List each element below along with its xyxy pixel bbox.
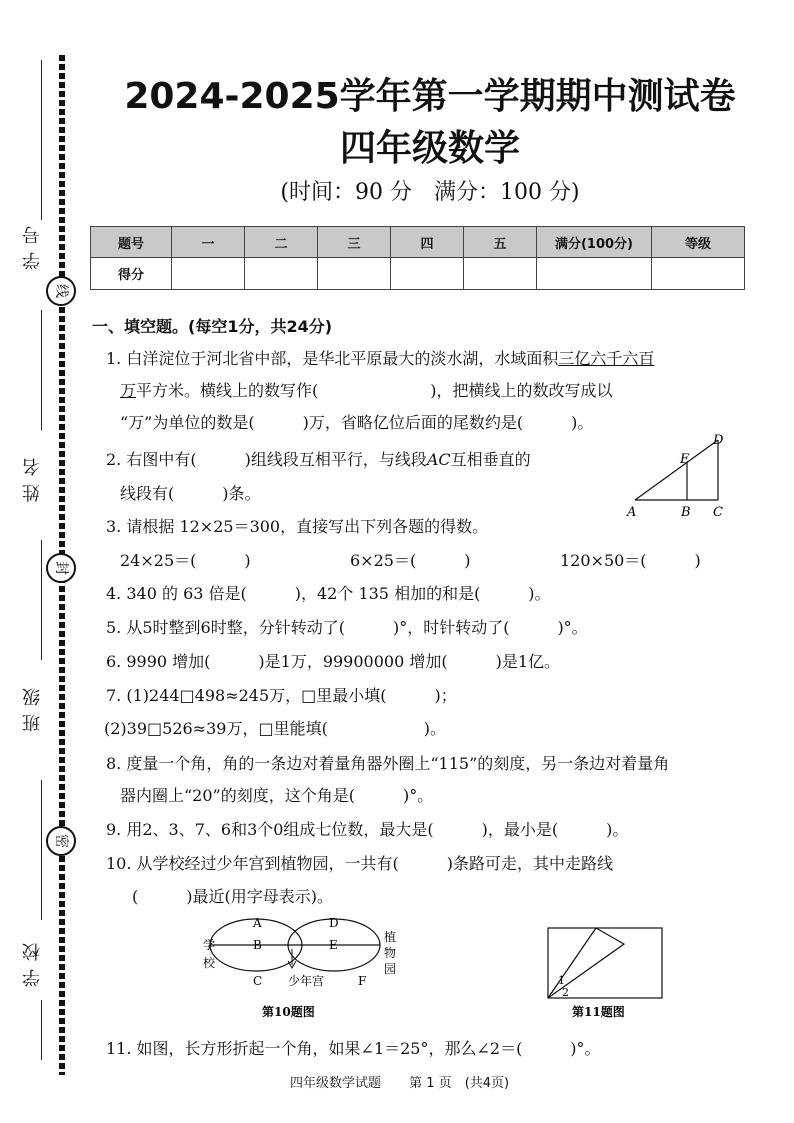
fig11-caption: 第11题图 — [572, 1005, 625, 1019]
q1-text: 平方米。横线上的数写作( )，把横线上的数改写成以 — [136, 381, 613, 400]
question-11: 11. 如图，长方形折起一个角，如果∠1＝25°，那么∠2＝( )°。 — [106, 1039, 601, 1058]
fig11-angle-1: 1 — [558, 974, 565, 987]
fig10-school-1: 学 — [203, 938, 216, 952]
header-cell: 一 — [172, 227, 245, 258]
fig10-label-e: E — [329, 938, 338, 952]
q2-text: 2. 右图中有( )组线段互相平行，与线段 — [106, 450, 427, 469]
fig10-label-b: B — [253, 938, 262, 952]
q2-label-a: A — [627, 505, 637, 520]
fig11-angle-2: 2 — [562, 986, 569, 999]
score-cell — [391, 258, 464, 290]
exam-title: 2024-2025学年第一学期期中测试卷 — [124, 76, 736, 117]
exam-subtitle: 四年级数学 — [339, 128, 520, 169]
score-cell — [464, 258, 537, 290]
q2-figure — [625, 430, 740, 522]
binding-margin — [0, 0, 78, 1123]
exam-info: (时间：90 分 满分：100 分) — [280, 180, 580, 205]
question-2-line2: 线段有( )条。 — [120, 484, 261, 503]
q1-text: 1. 白洋淀位于河北省中部，是华北平原最大的淡水湖，水域面积 — [106, 349, 559, 368]
question-2-line1 — [106, 447, 531, 470]
fig10-label-f: F — [358, 974, 367, 988]
class-label: 班级 — [22, 680, 43, 732]
score-table-header — [91, 227, 745, 258]
question-4: 4. 340 的 63 倍是( )，42个 135 相加的和是( )。 — [106, 584, 551, 603]
score-row-label: 得分 — [91, 258, 172, 290]
question-7-part1: 7. (1)244□498≈245万，□里最小填( )； — [106, 686, 457, 705]
question-5: 5. 从5时整到6时整，分针转动了( )°，时针转动了( )°。 — [106, 618, 588, 637]
header-cell: 三 — [318, 227, 391, 258]
page-footer — [290, 1072, 533, 1091]
seal-feng: 封 — [46, 553, 76, 583]
fig10-school-2: 校 — [203, 956, 216, 970]
q2-segment-ac: AC — [426, 450, 451, 469]
q2-label-e: E — [680, 452, 690, 467]
question-10-line1: 10. 从学校经过少年宫到植物园，一共有( )条路可走，其中走路线 — [106, 854, 614, 873]
score-cell — [172, 258, 245, 290]
question-9: 9. 用2、3、7、6和3个0组成七位数，最大是( )，最小是( )。 — [106, 820, 629, 839]
fig10-label-a: A — [253, 916, 262, 930]
fig10-garden-1: 植 — [384, 930, 397, 944]
q2-text: 互相垂直的 — [450, 450, 531, 469]
question-3-line1: 3. 请根据 12×25＝300，直接写出下列各题的得数。 — [106, 517, 489, 536]
margin-line — [41, 310, 42, 430]
q3-expr-3: 120×50＝( ) — [560, 551, 701, 570]
q2-label-d: D — [713, 433, 724, 448]
score-cell — [245, 258, 318, 290]
fig10-garden-3: 园 — [384, 962, 397, 976]
seal-xian: 线 — [46, 276, 76, 306]
footer-page: 第 1 页 (共4页) — [409, 1076, 510, 1091]
footer-subject: 四年级数学试题 — [290, 1076, 382, 1091]
score-cell — [652, 258, 745, 290]
q1-underlined-unit: 万 — [120, 381, 137, 400]
margin-line — [41, 540, 42, 660]
question-8-line1: 8. 度量一个角，角的一条边对着量角器外圈上“115”的刻度，另一条边对着量角 — [106, 754, 670, 773]
q2-label-b: B — [681, 505, 691, 520]
fig10-label-d: D — [329, 916, 339, 930]
student-id-label: 学号 — [22, 218, 43, 270]
score-row — [91, 258, 745, 290]
q1-underlined-number: 三亿六千六百 — [558, 349, 655, 368]
question-1-line1 — [106, 346, 654, 369]
fig10-label-c: C — [253, 974, 263, 988]
header-cell: 题号 — [91, 227, 172, 258]
fig10-youth-palace: 少年宫 — [288, 974, 325, 988]
q3-expr-2: 6×25＝( ) — [350, 551, 471, 570]
header-cell: 四 — [391, 227, 464, 258]
question-1-line2 — [120, 378, 613, 401]
fig10-route-diagram — [196, 915, 426, 1025]
score-table — [90, 226, 745, 290]
school-label: 学校 — [22, 935, 43, 987]
seal-mi: 密 — [46, 826, 76, 856]
q2-label-c: C — [713, 505, 723, 520]
question-7-part2: (2)39□526≈39万，□里能填( )。 — [104, 719, 447, 738]
fig11-folded-rectangle — [540, 922, 670, 1022]
question-10-line2: ( )最近(用字母表示)。 — [132, 887, 333, 906]
header-cell: 满分(100分) — [537, 227, 652, 258]
question-1-line3: “万”为单位的数是( )万，省略亿位后面的尾数约是( )。 — [120, 413, 594, 432]
score-cell — [318, 258, 391, 290]
student-name-label: 姓名 — [22, 450, 43, 502]
q3-expr-1: 24×25＝( ) — [120, 551, 251, 570]
question-6: 6. 9990 增加( )是1万，99900000 增加( )是1亿。 — [106, 652, 561, 671]
question-8-line2: 器内圈上“20”的刻度，这个角是( )°。 — [120, 786, 434, 805]
section-heading: 一、填空题。(每空1分，共24分) — [92, 317, 333, 336]
header-cell: 二 — [245, 227, 318, 258]
header-cell: 五 — [464, 227, 537, 258]
margin-line — [41, 1000, 42, 1060]
fig10-caption: 第10题图 — [262, 1005, 315, 1019]
header-cell: 等级 — [652, 227, 745, 258]
score-cell — [537, 258, 652, 290]
fig10-garden-2: 物 — [384, 946, 397, 960]
margin-line — [41, 780, 42, 920]
margin-line — [41, 60, 42, 220]
